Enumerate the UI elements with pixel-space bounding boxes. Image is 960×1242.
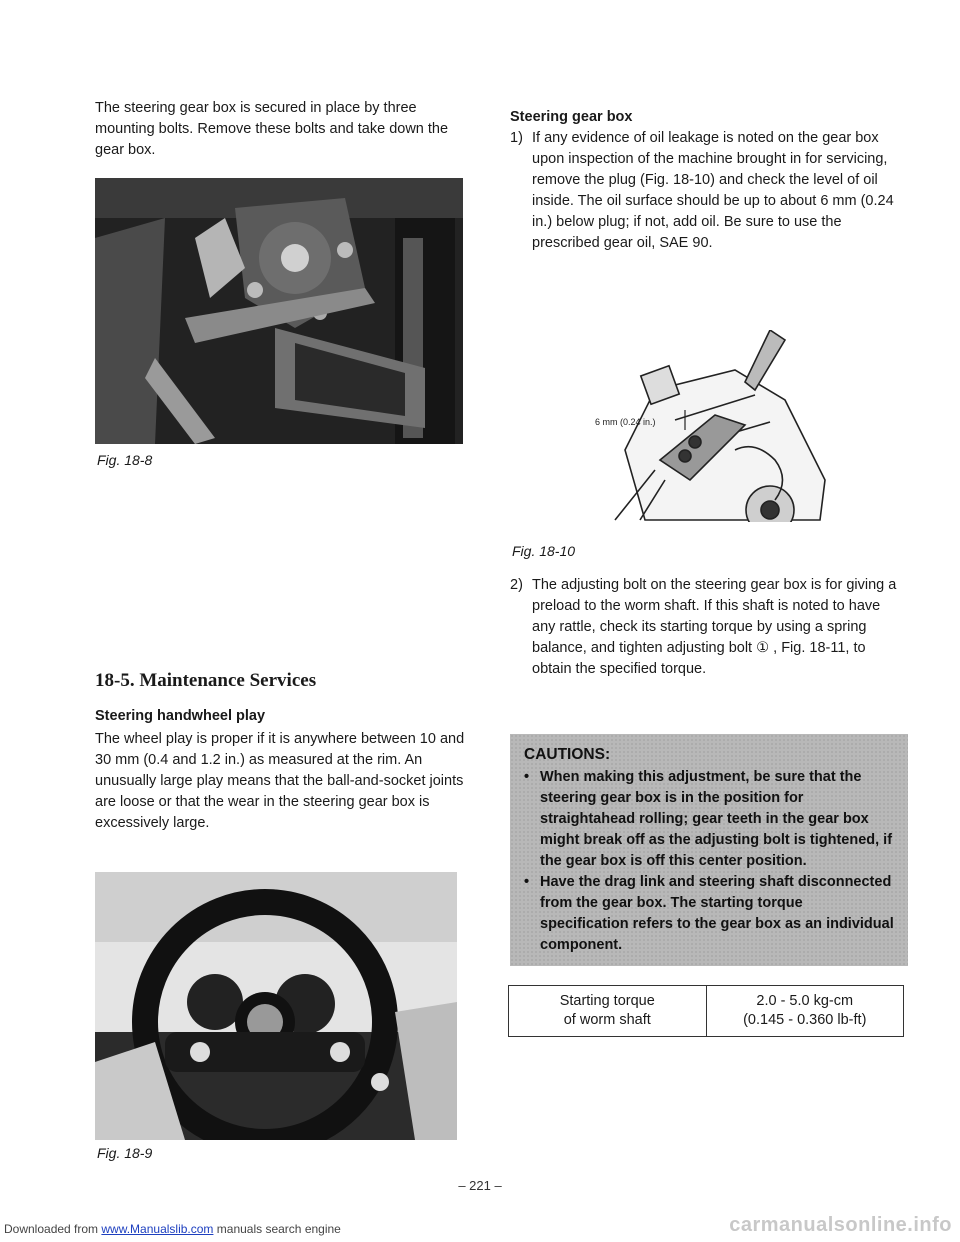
step-2 (510, 575, 902, 680)
table-row (509, 986, 904, 1037)
section-heading: 18-5. Maintenance Services (95, 670, 317, 691)
bullet-icon: • (524, 874, 530, 890)
spec-label-line-2: of worm shaft (563, 1012, 651, 1028)
gear-box-photo (95, 178, 463, 444)
cautions-title: CAUTIONS: (524, 746, 611, 763)
step-1-number: 1) (510, 130, 523, 146)
caution-2-text: Have the drag link and steering shaft disconnected from the gear box. The starting torque specification refers to the gear box as an individual component. (540, 874, 894, 953)
site-watermark: carmanualsonline.info (729, 1214, 952, 1236)
spec-label-cell (509, 986, 707, 1037)
step-2-text: The adjusting bolt on the steering gear box is for giving a preload to the worm shaft. If this shaft is noted to have any rattle, check its starting torque by using a spring balance, and tighten adjusting bolt ① , Fig. 18-11, to obtain the specified torque. (532, 577, 897, 677)
steering-wheel-illustration (95, 872, 457, 1140)
caution-item-2 (524, 872, 894, 956)
fig-18-10-caption: Fig. 18-10 (512, 543, 576, 559)
step-1-text: If any evidence of oil leakage is noted on the gear box upon inspection of the machine brought in for servicing, remove the plug (Fig. 18-10) and check the level of oil inside. The oil surface should be up to about 6 mm (0.24 in.) below plug; if not, add oil. Be sure to use the prescribed gear oil, SAE 90. (532, 130, 894, 251)
fig-18-8-caption: Fig. 18-8 (97, 452, 153, 468)
spec-value-line-1: 2.0 - 5.0 kg-cm (756, 993, 854, 1009)
spec-label-line-1: Starting torque (559, 993, 655, 1009)
gear-box-illustration (95, 178, 463, 444)
gear-box-subheading: Steering gear box (510, 109, 633, 125)
page-number: – 221 – (458, 1178, 502, 1193)
caution-1-text: When making this adjustment, be sure that the steering gear box is in the position for straightahead rolling; gear teeth in the gear box might break off as the adjusting bolt is tightened, if the gear box is off this center position. (540, 769, 893, 869)
caution-item-1 (524, 767, 894, 872)
download-footer (4, 1222, 341, 1236)
fig-18-9-caption: Fig. 18-9 (97, 1145, 153, 1161)
intro-paragraph: The steering gear box is secured in place by three mounting bolts. Remove these bolts and take down the gear box. (95, 100, 449, 158)
spec-value-cell (706, 986, 904, 1037)
steering-wheel-photo (95, 872, 457, 1140)
manualslib-link[interactable]: www.Manualslib.com (101, 1222, 214, 1236)
footer-prefix: Downloaded from (4, 1222, 102, 1236)
step-2-number: 2) (510, 577, 523, 593)
bullet-icon: • (524, 769, 530, 785)
step-1 (510, 128, 902, 254)
handwheel-play-paragraph: The wheel play is proper if it is anywhere between 10 and 30 mm (0.4 and 1.2 in.) as measured at the rim. An unusually large play means that the ball-and-socket joints are loose or that the wear in the steering gear box is excessively large. (95, 731, 465, 831)
gear-box-cross-section (585, 330, 835, 522)
gear-box-diagram (585, 330, 835, 522)
spec-value-line-2: (0.145 - 0.360 lb-ft) (743, 1012, 867, 1028)
handwheel-play-subheading: Steering handwheel play (95, 708, 266, 724)
torque-spec-table (508, 985, 904, 1037)
cautions-box (510, 734, 908, 966)
oil-level-label: 6 mm (0.24 in.) (595, 417, 656, 427)
footer-suffix: manuals search engine (213, 1222, 341, 1236)
